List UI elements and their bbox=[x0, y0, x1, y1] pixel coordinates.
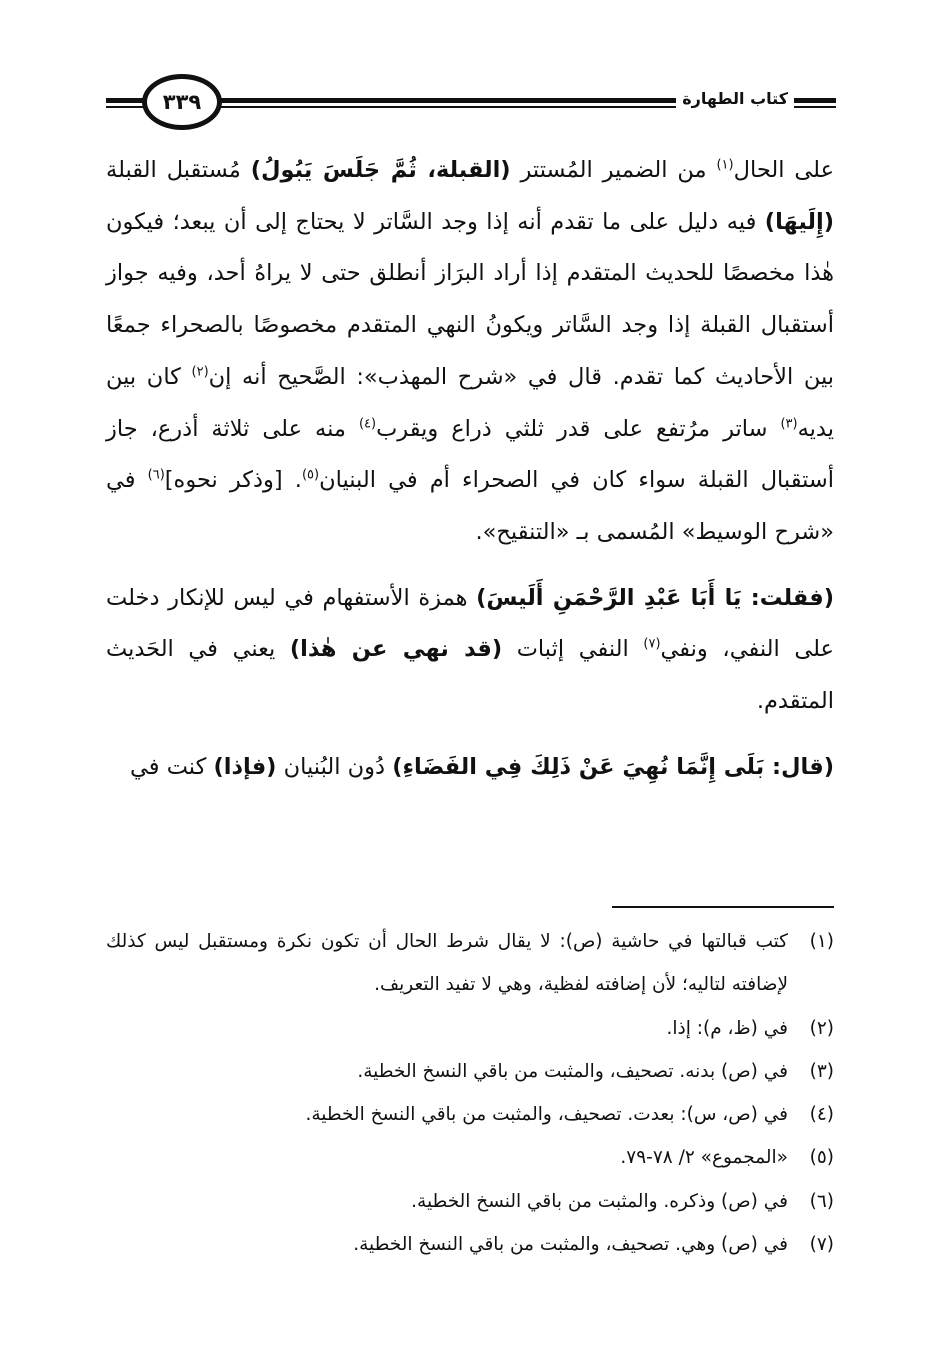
footnote bbox=[106, 1007, 834, 1050]
commentary-text: . [وذكر نحوه] bbox=[164, 467, 302, 494]
footnote-text: «المجموع» ٢/ ٧٨-٧٩. bbox=[620, 1147, 788, 1169]
commentary-text: كنت في bbox=[130, 753, 214, 780]
footnote-text: في (ص) وهي. تصحيف، والمثبت من باقي النسخ الخطية. bbox=[353, 1234, 788, 1256]
commentary-text: ساتر مرُتفع على قدر ثلثي ذراع ويقرب bbox=[376, 415, 781, 442]
commentary-text: منه على ثلاثة أذرع، جاز أستقبال القبلة سواء كان في الصحراء أم في البنيان bbox=[106, 415, 834, 494]
commentary-text: دُون البُنيان bbox=[276, 753, 393, 780]
footnote-number: (٣) bbox=[809, 1060, 834, 1082]
running-title: كتاب الطهارة bbox=[676, 88, 794, 110]
page-header bbox=[106, 78, 836, 130]
commentary-text: النفي إثبات bbox=[502, 636, 644, 663]
commentary-text: همزة الأستفهام في ليس للإنكار دخلت على النفي، ونفي bbox=[106, 584, 834, 663]
commentary-text: كان بين يديه bbox=[106, 363, 835, 442]
footnote-ref: (٣) bbox=[780, 416, 798, 432]
footnote-number: (١) bbox=[809, 931, 834, 952]
page-number: ٣٣٩ bbox=[162, 89, 202, 114]
commentary-text: من الضمير المُستتر bbox=[510, 157, 717, 183]
commentary-text: في «شرح الوسيط» المُسمى بـ «التنقيح». bbox=[106, 467, 834, 545]
footnote-separator bbox=[612, 906, 834, 908]
footnote-number: (٧) bbox=[809, 1234, 834, 1256]
matn-quote: (قد نهي عن هٰذا) bbox=[289, 636, 503, 663]
footnote-text: في (ص، س): بعدت. تصحيف، والمثبت من باقي النسخ الخطية. bbox=[305, 1104, 788, 1126]
matn-quote: (قال: بَلَى إِنَّمَا نُهِيَ عَنْ ذَلِكَ فِي الفَضَاءِ) bbox=[392, 753, 834, 780]
footnote bbox=[106, 1136, 834, 1179]
commentary-text: مُستقبل القبلة bbox=[106, 157, 251, 183]
matn-quote: (إِلَيهَا) bbox=[764, 208, 834, 235]
commentary-text: فيه دليل على ما تقدم أنه إذا وجد السَّاتر لا يحتاج إلى أن يبعد؛ فيكون هٰذا مخصصًا للحديث المتقدم إذا أراد البرَاز أنطلق حتى لا يراهُ أحد، وفيه جواز أستقبال القبلة إذا وجد السَّاتر ويكونُ النهي المتقدم مخصوصًا بالصحراء جمعًا بين الأحاديث كما تقدم. قال في «شرح المهذب»: الصَّحيح أنه إن bbox=[106, 208, 834, 390]
footnote-ref: (٦) bbox=[147, 467, 165, 483]
matn-quote: (القبلة، ثُمَّ جَلَسَ يَبُولُ) bbox=[250, 157, 511, 183]
footnote-text: كتب قبالتها في حاشية (ص): لا يقال شرط الحال أن تكون نكرة ومستقبل ليس كذلك لإضافته لتاليه؛ لأن إضافته لفظية، وهي لا تفيد التعريف. bbox=[106, 931, 788, 996]
footnote-text: في (ص) وذكره. والمثبت من باقي النسخ الخطية. bbox=[411, 1190, 788, 1212]
footnote-ref: (٢) bbox=[191, 364, 209, 380]
paragraph bbox=[106, 742, 834, 794]
footnotes bbox=[106, 920, 834, 1266]
footnote-number: (٢) bbox=[809, 1017, 834, 1039]
footnote bbox=[106, 1050, 834, 1093]
footnote-number: (٤) bbox=[809, 1104, 834, 1126]
footnote-text: في (ص) بدنه. تصحيف، والمثبت من باقي النسخ الخطية. bbox=[357, 1060, 788, 1082]
main-text bbox=[106, 145, 834, 793]
footnote-number: (٥) bbox=[809, 1147, 834, 1169]
footnote-number: (٦) bbox=[809, 1190, 834, 1212]
paragraph bbox=[106, 145, 834, 559]
footnote-ref: (٤) bbox=[358, 416, 377, 432]
matn-quote: (فإذا) bbox=[213, 753, 277, 780]
footnote-ref: (١) bbox=[716, 157, 734, 173]
footnote-ref: (٧) bbox=[643, 636, 661, 652]
commentary-text: على الحال bbox=[733, 157, 834, 183]
footnote bbox=[106, 1180, 834, 1223]
page-number-badge bbox=[142, 74, 222, 130]
commentary-text: يعني في الحَديث المتقدم. bbox=[106, 636, 834, 715]
footnote bbox=[106, 1093, 834, 1136]
paragraph bbox=[106, 573, 834, 728]
matn-quote: (فقلت: يَا أَبَا عَبْدِ الرَّحْمَنِ أَلَيسَ) bbox=[476, 584, 834, 611]
footnote bbox=[106, 920, 834, 1007]
footnote-ref: (٥) bbox=[301, 467, 320, 483]
footnote bbox=[106, 1223, 834, 1266]
footnote-text: في (ظ، م): إذا. bbox=[666, 1017, 788, 1039]
